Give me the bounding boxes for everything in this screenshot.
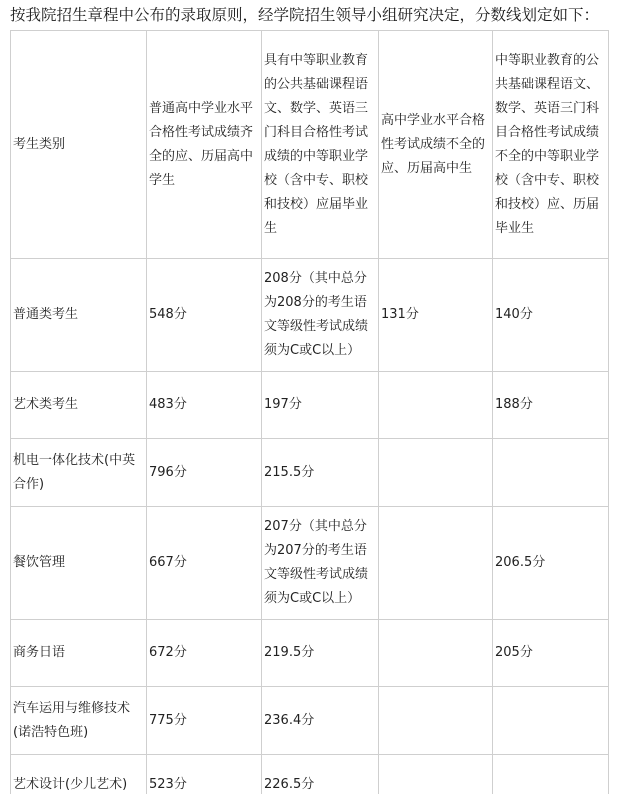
score-cell: 188分 bbox=[493, 372, 609, 439]
row-category-cell: 商务日语 bbox=[11, 620, 147, 687]
row-category-cell: 机电一体化技术(中英合作) bbox=[11, 439, 147, 507]
score-cell: 140分 bbox=[493, 259, 609, 372]
header-cell-complete-high-school: 普通高中学业水平合格性考试成绩齐全的应、历届高中学生 bbox=[147, 31, 262, 259]
score-cell: 775分 bbox=[147, 687, 262, 755]
score-cell: 667分 bbox=[147, 507, 262, 620]
score-cell bbox=[379, 507, 493, 620]
table-row bbox=[11, 439, 609, 507]
row-category-cell: 汽车运用与维修技术(诺浩特色班) bbox=[11, 687, 147, 755]
score-cell: 205分 bbox=[493, 620, 609, 687]
row-category-cell: 艺术设计(少儿艺术) bbox=[11, 755, 147, 794]
score-table bbox=[10, 30, 609, 794]
score-cell bbox=[493, 755, 609, 794]
table-row bbox=[11, 620, 609, 687]
row-category-cell: 餐饮管理 bbox=[11, 507, 147, 620]
header-cell-incomplete-high-school: 高中学业水平合格性考试成绩不全的应、历届高中生 bbox=[379, 31, 493, 259]
row-category-cell: 艺术类考生 bbox=[11, 372, 147, 439]
score-cell: 215.5分 bbox=[262, 439, 379, 507]
table-row bbox=[11, 507, 609, 620]
score-cell: 796分 bbox=[147, 439, 262, 507]
table-row bbox=[11, 259, 609, 372]
score-cell: 226.5分 bbox=[262, 755, 379, 794]
score-cell bbox=[379, 372, 493, 439]
score-cell: 131分 bbox=[379, 259, 493, 372]
table-row bbox=[11, 372, 609, 439]
score-cell: 219.5分 bbox=[262, 620, 379, 687]
score-cell bbox=[493, 687, 609, 755]
score-cell: 483分 bbox=[147, 372, 262, 439]
score-cell: 672分 bbox=[147, 620, 262, 687]
score-cell bbox=[379, 439, 493, 507]
score-cell: 236.4分 bbox=[262, 687, 379, 755]
score-cell: 548分 bbox=[147, 259, 262, 372]
score-cell bbox=[379, 687, 493, 755]
score-cell bbox=[379, 755, 493, 794]
table-row bbox=[11, 755, 609, 794]
table-row bbox=[11, 687, 609, 755]
table-header-row bbox=[11, 31, 609, 259]
intro-text: 按我院招生章程中公布的录取原则，经学院招生领导小组研究决定，分数线划定如下： bbox=[10, 6, 600, 24]
header-cell-incomplete-vocational: 中等职业教育的公共基础课程语文、数学、英语三门科目合格性考试成绩不全的中等职业学校（含中专、职校和技校）应、历届毕业生 bbox=[493, 31, 609, 259]
score-cell bbox=[379, 620, 493, 687]
score-cell: 206.5分 bbox=[493, 507, 609, 620]
header-cell-vocational-graduates: 具有中等职业教育的公共基础课程语文、数学、英语三门科目合格性考试成绩的中等职业学校（含中专、职校和技校）应届毕业生 bbox=[262, 31, 379, 259]
header-cell-category: 考生类别 bbox=[11, 31, 147, 259]
score-cell: 197分 bbox=[262, 372, 379, 439]
score-cell: 207分（其中总分为207分的考生语文等级性考试成绩须为C或C以上） bbox=[262, 507, 379, 620]
row-category-cell: 普通类考生 bbox=[11, 259, 147, 372]
score-cell bbox=[493, 439, 609, 507]
score-cell: 208分（其中总分为208分的考生语文等级性考试成绩须为C或C以上） bbox=[262, 259, 379, 372]
score-cell: 523分 bbox=[147, 755, 262, 794]
